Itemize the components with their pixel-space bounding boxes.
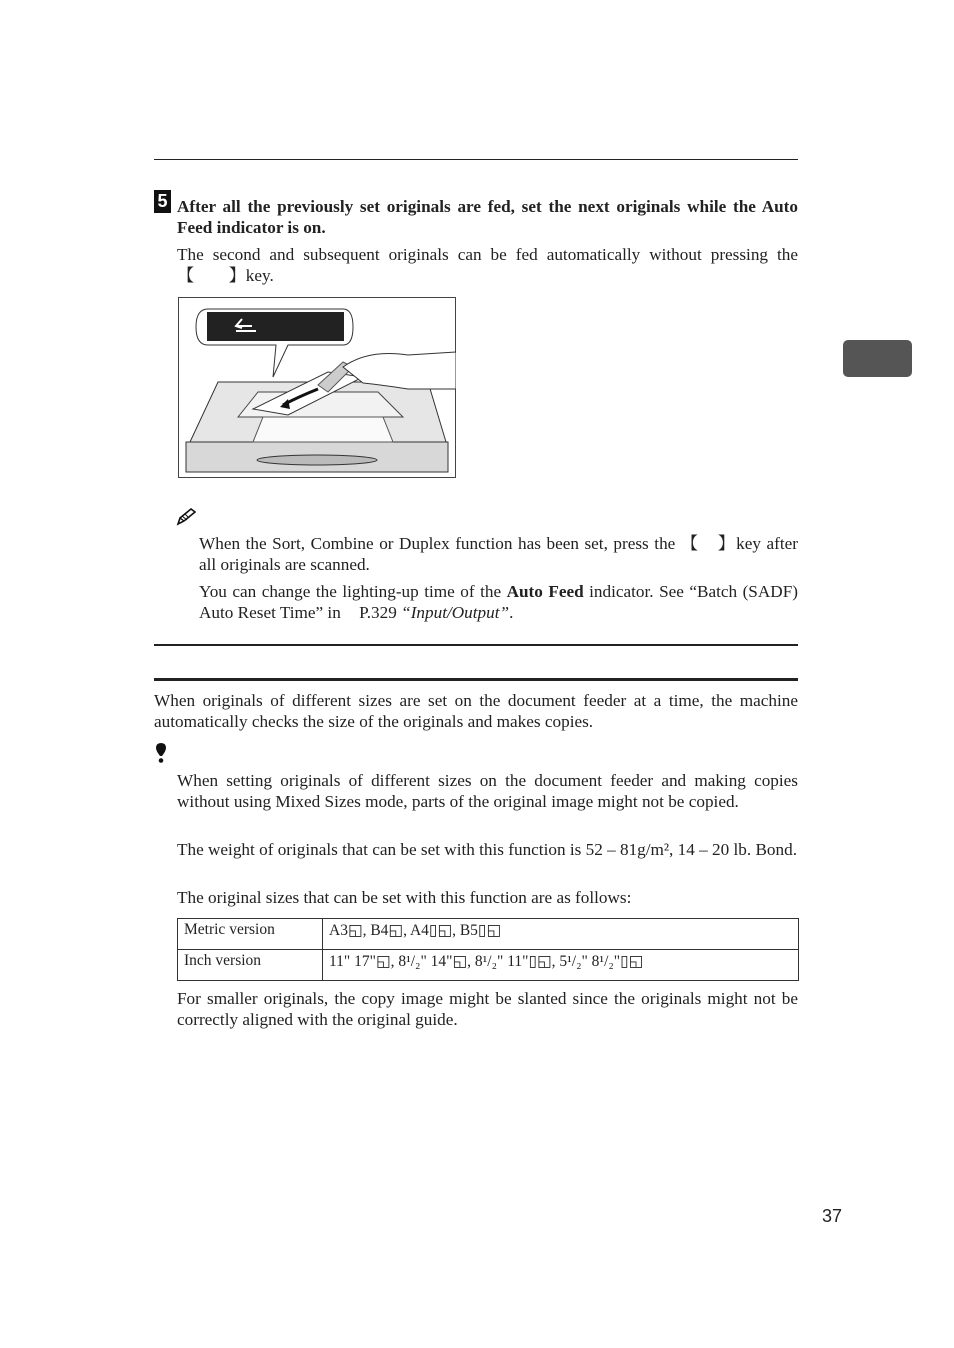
chapter-tab (843, 340, 912, 377)
mixed-sizes-intro: When originals of different sizes are set on the document feeder at a time, the machine automatically checks the size of the originals and makes copies. (154, 691, 798, 731)
auto-feed-illustration (178, 297, 456, 478)
table-cell-label: Metric version (178, 919, 323, 950)
section-rule-thin (154, 644, 798, 646)
step-description: The second and subsequent originals can be fed automatically without pressing the 【 】key. (177, 245, 798, 285)
note-pencil-icon (176, 508, 196, 526)
table-cell-value: 11" 17"◱, 8¹/₂" 14"◱, 8¹/₂" 11"▯◱, 5¹/₂" 8¹/₂"▯◱ (323, 950, 799, 981)
step-number: 5 (154, 190, 171, 213)
step-instruction: After all the previously set originals are fed, set the next originals while the Auto Feed indicator is on. (177, 197, 798, 237)
slant-warning: For smaller originals, the copy image might be slanted since the originals might not be correctly aligned with the original guide. (177, 989, 798, 1029)
table-cell-label: Inch version (178, 950, 323, 981)
note-item: You can change the lighting-up time of the Auto Feed indicator. See “Batch (SADF) Auto Reset Time” in P.329 “Input/Output”. (199, 582, 798, 622)
important-item: When setting originals of different sizes on the document feeder and making copies without using Mixed Sizes mode, parts of the original image might not be copied. (177, 771, 798, 811)
page-reference: P.329 (359, 603, 402, 622)
important-item: The weight of originals that can be set with this function is 52 – 81g/m², 14 – 20 lb. Bond. (177, 840, 798, 859)
important-icon (154, 742, 168, 764)
table-row (178, 950, 799, 981)
table-cell-value: A3◱, B4◱, A4▯◱, B5▯◱ (323, 919, 799, 950)
original-sizes-table (177, 918, 799, 981)
note-item: When the Sort, Combine or Duplex function has been set, press the 【 】key after all originals are scanned. (199, 534, 798, 574)
important-item: The original sizes that can be set with this function are as follows: (177, 888, 632, 907)
section-rule-thick (154, 678, 798, 681)
top-rule (154, 159, 798, 160)
table-row (178, 919, 799, 950)
page-number: 37 (822, 1206, 843, 1226)
